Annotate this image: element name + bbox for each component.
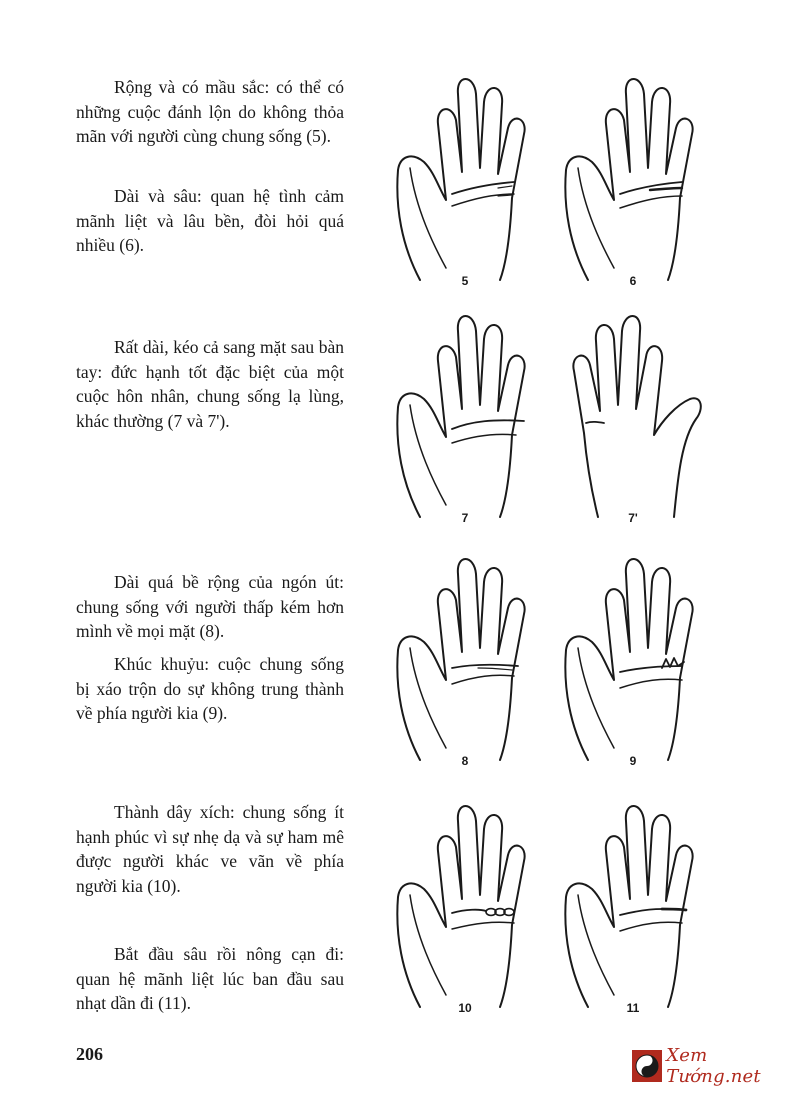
figure-label: 11 xyxy=(626,1001,640,1015)
palm-figure-8 xyxy=(390,548,540,778)
palm-9-illustration xyxy=(558,548,708,778)
figure-label: 10 xyxy=(458,1001,472,1015)
paragraph-fig10: Thành dây xích: chung sống ít hạnh phúc vì sự nhẹ dạ và sự ham mê được người khác ve vãn về phía người kia (10). xyxy=(76,802,344,896)
paragraph-fig7: Rất dài, kéo cả sang mặt sau bàn tay: đức hạnh tốt đặc biệt của một cuộc hôn nhân, chung sống lạ lùng, khác thường (7 và 7'). xyxy=(76,337,344,431)
figure-label: 9 xyxy=(629,754,637,768)
watermark xyxy=(632,1045,800,1087)
paragraph-fig6: Dài và sâu: quan hệ tình cảm mãnh liệt và lâu bền, đòi hỏi quá nhiều (6). xyxy=(76,186,344,255)
paragraph-fig5: Rộng và có mầu sắc: có thể có những cuộc đánh lộn do không thỏa mãn với người cùng chung sống (5). xyxy=(76,77,344,146)
palm-figure-6 xyxy=(558,68,708,298)
page-number: 206 xyxy=(76,1044,103,1064)
palm-figure-10 xyxy=(390,795,540,1025)
figure-label: 8 xyxy=(461,754,469,768)
figure-label: 7 xyxy=(461,511,469,525)
palm-11-illustration xyxy=(558,795,708,1025)
palm-8-illustration xyxy=(390,548,540,778)
palm-figure-7 xyxy=(390,305,540,535)
palm-figure-7-prime xyxy=(558,305,708,535)
palm-figure-11 xyxy=(558,795,708,1025)
watermark-text: Xem Tướng.net xyxy=(666,1045,761,1087)
paragraph-fig11: Bắt đầu sâu rồi nông cạn đi: quan hệ mãnh liệt lúc ban đầu sau nhạt dần đi (11). xyxy=(76,944,344,1013)
palm-10-illustration xyxy=(390,795,540,1025)
figure-label: 5 xyxy=(461,274,469,288)
yin-yang-icon xyxy=(632,1050,662,1082)
figure-label: 6 xyxy=(629,274,637,288)
paragraph-fig8: Dài quá bề rộng của ngón út: chung sống với người thấp kém hơn mình về mọi mặt (8). xyxy=(76,572,344,641)
palm-6-illustration xyxy=(558,68,708,298)
palm-7-prime-illustration xyxy=(558,305,708,535)
figure-label: 7' xyxy=(628,511,638,525)
paragraph-fig9: Khúc khuỷu: cuộc chung sống bị xáo trộn do sự không trung thành về phía người kia (9). xyxy=(76,654,344,723)
palm-7-illustration xyxy=(390,305,540,535)
palm-figure-5 xyxy=(390,68,540,298)
palm-5-illustration xyxy=(390,68,540,298)
palm-figure-9 xyxy=(558,548,708,778)
